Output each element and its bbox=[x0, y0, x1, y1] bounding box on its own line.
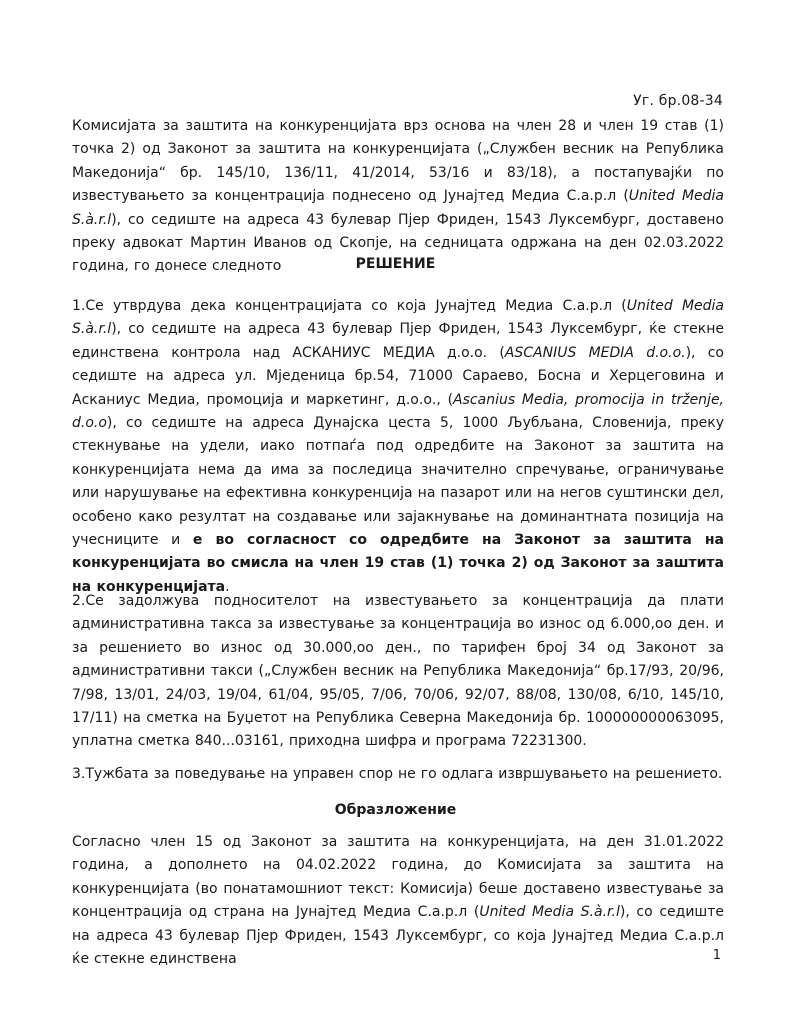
page-number: 1 bbox=[712, 948, 721, 963]
reference-number: Уг. бр.08-34 bbox=[633, 93, 723, 109]
item1-bold-conclusion: е во согласност со одредбите на Законот за заштита на конкуренцијата во смисла на член 19 став (1) точка 2) од Законот за заштита на конкуренцијата bbox=[72, 532, 725, 595]
item1-text-1: 1.Се утврдува дека концентрацијата со која Јунајтед Медиа С.а.р.л ( bbox=[72, 298, 627, 314]
decision-item-2: 2.Се задолжува подносителот на известувањето за концентрација да плати административна такса за известување за концентрација во износ од 6.000,оо ден. и за решението во износ од 30.000,оо ден., по тарифен број 34 од Законот за административни такси („Службен весник на Република Македонија“ бр.17/93, 20/96, 7/98, 13/01, 24/03, 19/04, 61/04, 95/05, 7/06, 70/06, 92/07, 88/08, 130/08, 6/10, 145/10, 17/11) на сметка на Буџетот на Република Северна Македонија бр. 100000000063095, уплатна сметка 840...03161, приходна шифра и програма 72231300. bbox=[72, 593, 724, 750]
decision-item-1 bbox=[72, 295, 724, 599]
reasoning-paragraph bbox=[72, 831, 724, 971]
item1-text-2: ), со седиште на адреса 43 булевар Пјер Фриден, 1543 Луксембург, ќе стекне единствена контрола над АСКАНИУС МЕДИА д.о.о. ( bbox=[72, 321, 724, 361]
item1-italic-2: ASCANIUS MEDIA d.o.o. bbox=[504, 344, 686, 361]
reasoning-heading: Образложение bbox=[334, 802, 457, 818]
decision-item-3: 3.Тужбата за поведување на управен спор не го одлага извршувањето на решението. bbox=[72, 766, 723, 782]
item1-italic-1: United Media S.à.r.l bbox=[72, 298, 724, 338]
reasoning-italic-name: United Media S.à.r.l bbox=[479, 904, 620, 921]
reasoning-text-2: ), со седиште на адреса 43 булевар Пјер Фриден, 1543 Луксембург, со која Јунајтед Медиа С.а.р.л ќе стекне единствена bbox=[72, 904, 725, 968]
item1-text-3: ), со седиште на адреса ул. Мједеница бр.54, 71000 Сараево, Босна и Херцеговина и Асканиус Медиа, промоција и маркетинг, д.о.о., ( bbox=[72, 344, 724, 408]
reasoning-text-1: Согласно член 15 од Законот за заштита на конкуренцијата, на ден 31.01.2022 година, а дополнето на 04.02.2022 година, до Комисијата за заштита на конкуренцијата (во понатамошниот текст: Комисија) беше доставено известување за концентрација од страна на Јунајтед Медиа С.а.р.л ( bbox=[72, 834, 724, 921]
item1-text-5: . bbox=[225, 578, 230, 595]
intro-italic-name: United Media S.à.r.l bbox=[72, 188, 725, 228]
item1-italic-3: Ascanius Media, promocija in trženje, d.o.o bbox=[72, 391, 725, 432]
item1-text-4: ), со седиште на адреса Дунајска цеста 5, 1000 Љубљана, Словенија, преку стекнување на удели, иако потпаѓа под одредбите на Законот за заштита на конкуренцијата нема да има за последица значително спречување, ограничување или нарушување на ефективна конкуренција на пазарот или на негов суштински дел, особено како резултат на создавање или зајакнување на доминантната позиција на учесниците и bbox=[72, 415, 724, 549]
intro-text-2: ), со седиште на адреса 43 булевар Пјер Фриден, 1543 Луксембург, доставено преку адвокат Мартин Иванов од Скопје, на седницата одржана на ден 02.03.2022 година, го донесе следното bbox=[72, 211, 724, 275]
decision-heading: РЕШЕНИЕ bbox=[355, 256, 436, 272]
intro-paragraph bbox=[72, 115, 724, 279]
intro-text-1: Комисијата за заштита на конкуренцијата врз основа на член 28 и член 19 став (1) точка 2) од Законот за заштита на конкуренцијата („Службен весник на Република Македонија“ бр. 145/10, 136/11, 41/2014, 53/16 и 83/18), а постапувајќи по известувањето за концентрација поднесено од Јунајтед Медиа С.а.р.л ( bbox=[72, 118, 724, 205]
